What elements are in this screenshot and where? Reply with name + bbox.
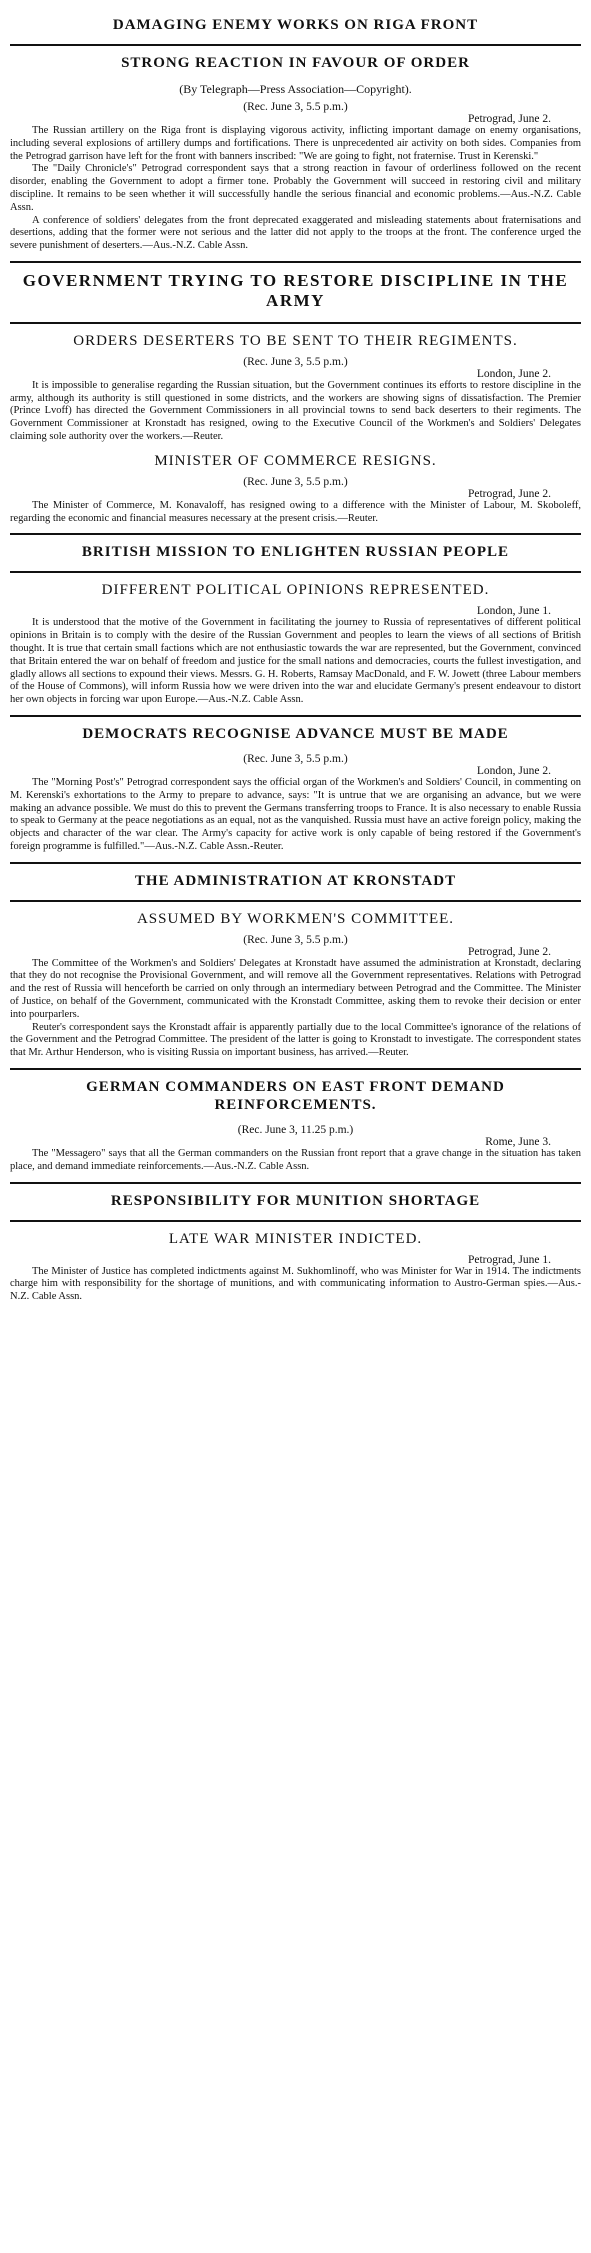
- article-democrats-advance: [10, 725, 581, 854]
- divider: [10, 322, 581, 324]
- paragraph: The "Daily Chronicle's" Petrograd correspondent says that a strong reaction in favour of orderliness followed on the recent disorder, enabling the Government to adopt a firmer tone. Probably the Government will succeed in restoring civil and military discipline. It remains to be seen whether it will successfully handle the serious financial and economic problems.—Aus.-N.Z. Cable Assn.: [10, 163, 581, 213]
- headline: DAMAGING ENEMY WORKS ON RIGA FRONT: [112, 17, 479, 33]
- article-restore-discipline: [10, 271, 581, 444]
- subheadline: MINISTER OF COMMERCE RESIGNS.: [154, 452, 437, 469]
- headline: THE ADMINISTRATION AT KRONSTADT: [134, 872, 457, 889]
- paragraph: The "Messagero" says that all the German commanders on the Russian front report that a grave change in the situation has taken place, and demand immediate reinforcements.—Aus.-N.Z. Cable Assn.: [10, 1148, 581, 1172]
- divider: [10, 571, 581, 573]
- paragraph: The Russian artillery on the Riga front is displaying vigorous activity, inflicting important damage on enemy organisations, including several explosions of artillery dumps and fortifications. There is unprecedented air activity on both sides. Companies from the Petrograd garrison have left for the front with banners inscribed: "We are going to fight, not fraternise. Trust in Kerenski.": [10, 125, 581, 162]
- divider: [10, 900, 581, 902]
- dateline: Petrograd, June 2.: [467, 487, 551, 500]
- received-time: (Rec. June 3, 5.5 p.m.): [243, 101, 348, 113]
- article-minister-commerce: [10, 452, 581, 526]
- paragraph: The Minister of Commerce, M. Konavaloff, has resigned owing to a difference with the Minister of Labour, M. Skoboleff, regarding the economic and financial measures necessary at the present crisis.—Reuter.: [10, 499, 581, 524]
- subheadline: DIFFERENT POLITICAL OPINIONS REPRESENTED.: [101, 582, 490, 599]
- subheadline: ORDERS DESERTERS TO BE SENT TO THEIR REGIMENTS.: [73, 332, 518, 349]
- headline: RESPONSIBILITY FOR MUNITION SHORTAGE: [110, 1192, 481, 1209]
- received-time: (Rec. June 3, 5.5 p.m.): [243, 752, 348, 765]
- paragraph: A conference of soldiers' delegates from the front deprecated exaggerated and misleading statements about fraternisations and desertions, adding that the former were not serious and the latter did not apply to the troops at the front. The conference urged the severe punishment of deserters.—Aus.-N.Z. Cable Assn.: [10, 214, 581, 252]
- received-time: (Rec. June 3, 5.5 p.m.): [243, 355, 348, 368]
- byline: (By Telegraph—Press Association—Copyright).: [179, 82, 412, 96]
- article-british-mission: [10, 543, 581, 707]
- divider: [10, 261, 581, 263]
- dateline: Petrograd, June 2.: [467, 945, 551, 958]
- received-time: (Rec. June 3, 5.5 p.m.): [243, 933, 348, 946]
- paragraph: It is understood that the motive of the Government in facilitating the journey to Russia of representatives of different political opinions in Britain is to comply with the desire of the Russian Government and peoples to learn the views of all sections of British thought. It is true that certain small factions which are not enthusiastic towards the war are represented, but the Government, convinced that Britain entered the war on behalf of freedom and justice for the small nations and democracies, courts the fullest investigation, and gladly allows all sections to expound their views. Messrs. G. H. Roberts, Ramsay MacDonald, and F. W. Jowett (three Labour members of the House of Commons), will inform Russia how we were driven into the war and elucidate Germany's present endeavour to distort her own objects in forcing war upon Europe.—Aus.-N.Z. Cable Assn.: [10, 617, 581, 706]
- divider: [10, 715, 581, 717]
- received-time: (Rec. June 3, 11.25 p.m.): [237, 1124, 354, 1137]
- headline: DEMOCRATS RECOGNISE ADVANCE MUST BE MADE: [82, 725, 509, 742]
- received-time: (Rec. June 3, 5.5 p.m.): [243, 475, 348, 488]
- divider: [10, 533, 581, 535]
- paragraph: It is impossible to generalise regarding the Russian situation, but the Government continues its efforts to restore discipline in the army, although its authority is still questioned in some districts, and the workers are showing signs of dissatisfaction. The Premier (Prince Lvoff) has directed the Government Commissioners in all provincial towns to send back deserters to their regiments. The Government Commissioner at Kronstadt has resigned, owing to the Executive Council of the Workmen's and Soldiers' Delegates claiming sole authority over the workers.—Reuter.: [10, 379, 581, 442]
- article-kronstadt: [10, 872, 581, 1060]
- headline: GOVERNMENT TRYING TO RESTORE DISCIPLINE IN THE ARMY: [22, 270, 569, 311]
- headline: BRITISH MISSION TO ENLIGHTEN RUSSIAN PEOPLE: [81, 544, 510, 561]
- dateline: London, June 2.: [476, 764, 551, 777]
- divider: [10, 1182, 581, 1184]
- divider: [10, 44, 581, 46]
- subheadline: LATE WAR MINISTER INDICTED.: [168, 1230, 423, 1247]
- headline: GERMAN COMMANDERS ON EAST FRONT DEMAND REINFORCEMENTS.: [86, 1079, 505, 1114]
- article-riga-front: [10, 16, 581, 253]
- article-german-commanders: [10, 1078, 581, 1174]
- paragraph: The Minister of Justice has completed indictments against M. Sukhomlinoff, who was Minister for War in 1914. The indictments charge him with responsibility for the shortage of munitions, and with communicating information to Austro-German spies.—Aus.-N.Z. Cable Assn.: [10, 1265, 581, 1303]
- article-munition-shortage: [10, 1192, 581, 1304]
- dateline: Petrograd, June 1.: [467, 1253, 551, 1266]
- dateline: London, June 1.: [476, 605, 551, 618]
- paragraph: The "Morning Post's" Petrograd correspondent says the official organ of the Workmen's and Soldiers' Council, in commenting on M. Kerenski's exhortations to the Army to prepare to advance, says: "It is untrue that we are organising an advance, but we were making an advance possible. We must do this to prevent the Germans transferring troops to France. It is also necessary to enable Russia to speak to Germany at the peace negotiations as an equal, not as the vanquished. Russia must have an active foreign policy, making the objects and character of the war clear. The Army's capacity for active work is only capable of being restored if the Government's foreign programme is fulfilled."—Aus.-N.Z. Cable Assn.-Reuter.: [10, 776, 581, 852]
- divider: [10, 862, 581, 864]
- divider: [10, 1220, 581, 1222]
- subheadline: STRONG REACTION IN FAVOUR OF ORDER: [121, 55, 470, 71]
- divider: [10, 1068, 581, 1070]
- dateline: Petrograd, June 2.: [467, 113, 551, 125]
- paragraph: Reuter's correspondent says the Kronstadt affair is apparently partially due to the local Committee's ignorance of the relations of the Government and the Petrograd Committee. The president of the latter is going to Kronstadt to investigate. The correspondent states that Mr. Arthur Henderson, who is visiting Russia on important business, has arrived.—Reuter.: [10, 1021, 581, 1059]
- subheadline: ASSUMED BY WORKMEN'S COMMITTEE.: [136, 910, 455, 927]
- paragraph: The Committee of the Workmen's and Soldiers' Delegates at Kronstadt have assumed the administration at Kronstadt, declaring that they do not recognise the Provisional Government, and will remove all the Government representatives. Relations with Petrograd and the rest of Russia will henceforth be carried on only through an intermediary between Petrograd and the Committee. The Minister of Justice, on behalf of the Government, communicated with the Kronstadt Committee, asking them to revoke their decision or enter into pourparlers.: [10, 957, 581, 1020]
- dateline: London, June 2.: [476, 367, 551, 380]
- dateline: Rome, June 3.: [485, 1136, 551, 1149]
